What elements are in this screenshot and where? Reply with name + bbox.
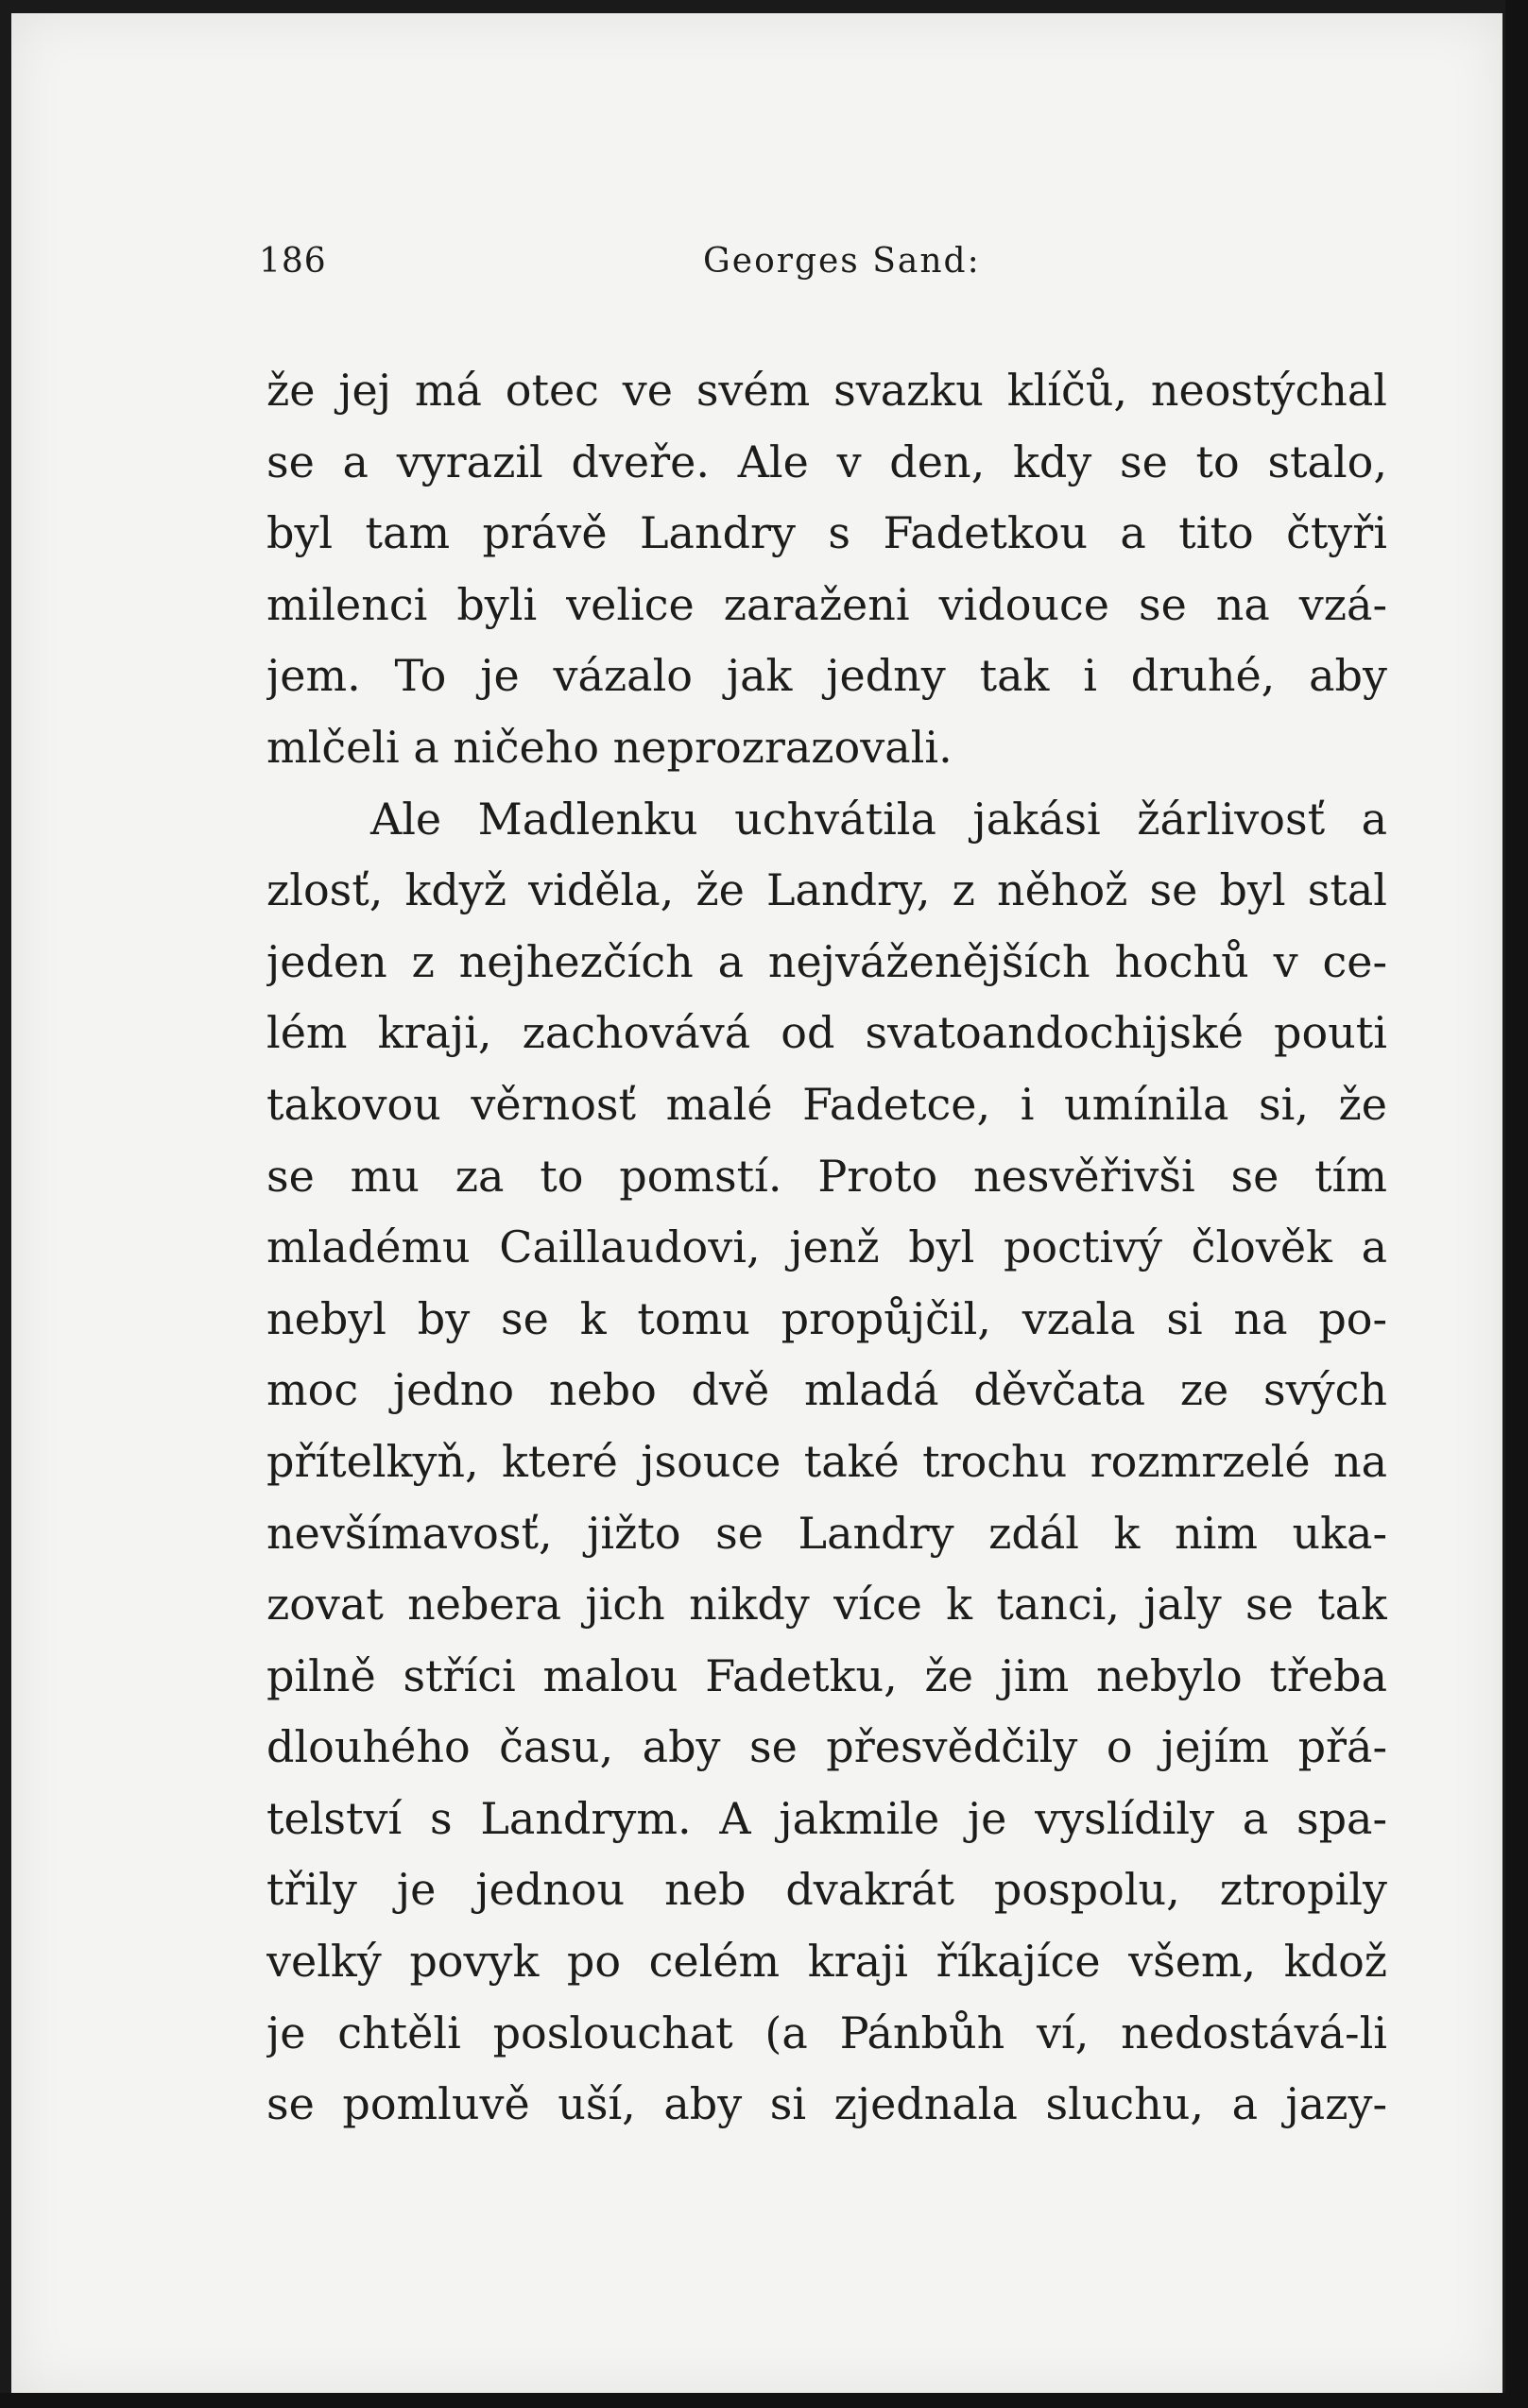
scan-border-right	[1505, 0, 1528, 2408]
text-line: mlčeli a ničeho neprozrazovali.	[266, 721, 953, 773]
text-line: velký povyk po celém kraji říkajíce všem, kdož	[266, 1936, 1387, 1988]
text-line: jeden z nejhezčích a nejváženějších hochů v ce-	[266, 935, 1387, 987]
paragraph-start-line: Ale Madlenku uchvátila jakási žárlivosť a	[370, 793, 1387, 845]
text-line: je chtěli poslouchat (a Pánbůh ví, nedostává-li	[266, 2007, 1387, 2058]
text-line: milenci byli velice zaraženi vidouce se na vzá-	[266, 578, 1387, 630]
text-line: se mu za to pomstí. Proto nesvěřivši se tím	[266, 1150, 1387, 1202]
text-line: lém kraji, zachovává od svatoandochijské pouti	[266, 1007, 1387, 1059]
text-line: nevšímavosť, jižto se Landry zdál k nim uka-	[266, 1507, 1387, 1559]
text-line: přítelkyň, které jsouce také trochu rozmrzelé na	[266, 1435, 1387, 1487]
text-line: zovat nebera jich nikdy více k tanci, jaly se tak	[266, 1579, 1387, 1631]
body-text	[266, 355, 1387, 2141]
text-line: pilně stříci malou Fadetku, že jim nebylo třeba	[266, 1649, 1387, 1701]
text-line: se a vyrazil dveře. Ale v den, kdy se to stalo,	[266, 435, 1387, 487]
text-line: byl tam právě Landry s Fadetkou a tito čtyři	[266, 507, 1387, 559]
text-line: telství s Landrym. A jakmile je vyslídily a spa-	[266, 1792, 1387, 1844]
text-line: takovou věrnosť malé Fadetce, i umínila si, že	[266, 1078, 1387, 1130]
text-line: jem. To je vázalo jak jedny tak i druhé, aby	[266, 650, 1387, 702]
page-number: 186	[259, 242, 327, 281]
text-line: třily je jednou neb dvakrát pospolu, ztropily	[266, 1864, 1387, 1916]
running-title: Georges Sand:	[703, 242, 981, 281]
book-page	[11, 13, 1502, 2394]
text-line: mladému Caillaudovi, jenž byl poctivý člověk a	[266, 1221, 1387, 1273]
text-line: nebyl by se k tomu propůjčil, vzala si na po-	[266, 1292, 1387, 1344]
text-line: že jej má otec ve svém svazku klíčů, neostýchal	[266, 365, 1387, 416]
text-line: se pomluvě uší, aby si zjednala sluchu, a jazy-	[266, 2078, 1387, 2130]
text-line: zlosť, když viděla, že Landry, z něhož se byl stal	[266, 864, 1387, 916]
text-line: moc jedno nebo dvě mladá děvčata ze svých	[266, 1364, 1387, 1416]
scan-border-bottom	[0, 2393, 1528, 2408]
text-line: dlouhého času, aby se přesvědčily o jejím přá-	[266, 1721, 1387, 1773]
page-header	[259, 242, 1387, 289]
